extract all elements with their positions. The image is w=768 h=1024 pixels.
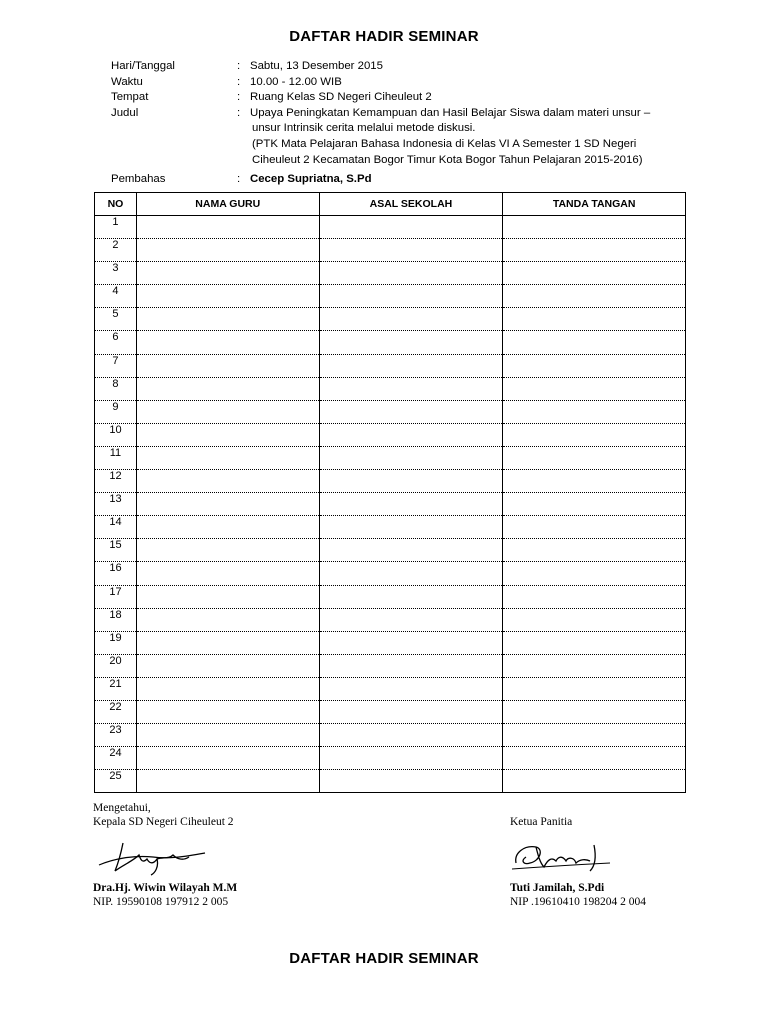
tanda-tangan-cell [503, 700, 686, 723]
headmaster-role: Kepala SD Negeri Ciheuleut 2 [93, 816, 234, 828]
table-row [95, 677, 686, 700]
asal-sekolah-cell [319, 377, 503, 400]
nama-guru-cell [136, 700, 319, 723]
asal-sekolah-cell [319, 539, 503, 562]
nama-guru-cell [136, 677, 319, 700]
nama-guru-cell [136, 470, 319, 493]
nama-guru-cell [136, 239, 319, 262]
tanda-tangan-cell [503, 262, 686, 285]
table-row [95, 631, 686, 654]
title-line-2: unsur Intrinsik cerita melalui metode diskusi. [252, 122, 476, 135]
asal-sekolah-cell [319, 216, 503, 239]
nama-guru-cell [136, 539, 319, 562]
table-row [95, 216, 686, 239]
tanda-tangan-cell [503, 308, 686, 331]
tanda-tangan-cell [503, 400, 686, 423]
tanda-tangan-cell [503, 585, 686, 608]
asal-sekolah-cell [319, 654, 503, 677]
table-row [95, 700, 686, 723]
tanda-tangan-cell [503, 724, 686, 747]
nama-guru-cell [136, 400, 319, 423]
signature-block-right [510, 815, 730, 909]
nama-guru-cell [136, 747, 319, 770]
headmaster-signature-icon [93, 835, 213, 877]
table-row [95, 654, 686, 677]
row-number: 11 [95, 446, 137, 469]
tanda-tangan-cell [503, 354, 686, 377]
table-row [95, 446, 686, 469]
nama-guru-cell [136, 308, 319, 331]
nama-guru-cell [136, 423, 319, 446]
nama-guru-cell [136, 631, 319, 654]
nama-guru-cell [136, 608, 319, 631]
tanda-tangan-cell [503, 493, 686, 516]
headmaster-name: Dra.Hj. Wiwin Wilayah M.M [93, 882, 238, 894]
nama-guru-cell [136, 285, 319, 308]
tanda-tangan-cell [503, 631, 686, 654]
tanda-tangan-cell [503, 239, 686, 262]
attendance-table [94, 192, 686, 793]
tanda-tangan-cell [503, 285, 686, 308]
nama-guru-cell [136, 262, 319, 285]
tanda-tangan-cell [503, 331, 686, 354]
table-row [95, 262, 686, 285]
tanda-tangan-cell [503, 377, 686, 400]
tanda-tangan-cell [503, 770, 686, 793]
table-row [95, 377, 686, 400]
info-row-place [111, 90, 691, 106]
nama-guru-cell [136, 377, 319, 400]
tanda-tangan-cell [503, 747, 686, 770]
tanda-tangan-cell [503, 216, 686, 239]
tanda-tangan-cell [503, 516, 686, 539]
info-row-date [111, 59, 691, 75]
speaker-value: Cecep Supriatna, S.Pd [250, 173, 372, 186]
nama-guru-cell [136, 354, 319, 377]
nama-guru-cell [136, 493, 319, 516]
row-number: 14 [95, 516, 137, 539]
date-value: Sabtu, 13 Desember 2015 [250, 60, 383, 72]
header-asal-sekolah: ASAL SEKOLAH [319, 193, 503, 216]
asal-sekolah-cell [319, 331, 503, 354]
header-no: NO [95, 193, 137, 216]
nama-guru-cell [136, 562, 319, 585]
colon: : [237, 91, 241, 104]
asal-sekolah-cell [319, 400, 503, 423]
asal-sekolah-cell [319, 700, 503, 723]
row-number: 21 [95, 677, 137, 700]
row-number: 7 [95, 354, 137, 377]
asal-sekolah-cell [319, 585, 503, 608]
table-row [95, 285, 686, 308]
place-value: Ruang Kelas SD Negeri Ciheuleut 2 [250, 91, 432, 104]
nama-guru-cell [136, 770, 319, 793]
asal-sekolah-cell [319, 608, 503, 631]
colon: : [237, 173, 241, 186]
row-number: 18 [95, 608, 137, 631]
speaker-label: Pembahas [111, 173, 166, 186]
nama-guru-cell [136, 446, 319, 469]
header-nama-guru: NAMA GURU [136, 193, 319, 216]
table-row [95, 516, 686, 539]
row-number: 19 [95, 631, 137, 654]
row-number: 3 [95, 262, 137, 285]
tanda-tangan-cell [503, 539, 686, 562]
colon: : [237, 106, 241, 119]
table-row [95, 747, 686, 770]
row-number: 9 [95, 400, 137, 423]
document-title-next-page: DAFTAR HADIR SEMINAR [289, 950, 479, 967]
asal-sekolah-cell [319, 631, 503, 654]
asal-sekolah-cell [319, 493, 503, 516]
asal-sekolah-cell [319, 354, 503, 377]
row-number: 23 [95, 724, 137, 747]
row-number: 6 [95, 331, 137, 354]
row-number: 5 [95, 308, 137, 331]
row-number: 10 [95, 423, 137, 446]
time-label: Waktu [111, 75, 143, 88]
asal-sekolah-cell [319, 770, 503, 793]
nama-guru-cell [136, 516, 319, 539]
table-row [95, 724, 686, 747]
committee-role: Ketua Panitia [510, 816, 573, 828]
committee-name: Tuti Jamilah, S.Pdi [510, 882, 605, 894]
asal-sekolah-cell [319, 239, 503, 262]
info-row-time [111, 75, 691, 91]
table-row [95, 493, 686, 516]
title-label: Judul [111, 106, 139, 119]
info-row-title [111, 106, 691, 168]
table-row [95, 470, 686, 493]
tanda-tangan-cell [503, 562, 686, 585]
table-row [95, 239, 686, 262]
place-label: Tempat [111, 91, 149, 104]
nama-guru-cell [136, 585, 319, 608]
row-number: 2 [95, 239, 137, 262]
row-number: 1 [95, 216, 137, 239]
table-row [95, 423, 686, 446]
row-number: 22 [95, 700, 137, 723]
nama-guru-cell [136, 654, 319, 677]
committee-signature-icon [510, 835, 620, 877]
asal-sekolah-cell [319, 470, 503, 493]
tanda-tangan-cell [503, 423, 686, 446]
row-number: 13 [95, 493, 137, 516]
committee-nip: NIP .19610410 198204 2 004 [510, 896, 646, 908]
time-value: 10.00 - 12.00 WIB [250, 75, 342, 88]
title-line-3: (PTK Mata Pelajaran Bahasa Indonesia di Kelas VI A Semester 1 SD Negeri [252, 137, 637, 150]
table-row [95, 331, 686, 354]
row-number: 15 [95, 539, 137, 562]
asal-sekolah-cell [319, 446, 503, 469]
row-number: 16 [95, 562, 137, 585]
headmaster-nip: NIP. 19590108 197912 2 005 [93, 896, 229, 908]
table-header-row [95, 193, 686, 216]
table-row [95, 770, 686, 793]
seminar-info [111, 59, 691, 188]
table-row [95, 539, 686, 562]
row-number: 20 [95, 654, 137, 677]
tanda-tangan-cell [503, 608, 686, 631]
table-row [95, 308, 686, 331]
info-row-speaker [111, 172, 691, 188]
row-number: 8 [95, 377, 137, 400]
asal-sekolah-cell [319, 677, 503, 700]
acknowledged-label: Mengetahui, [93, 802, 151, 814]
table-row [95, 608, 686, 631]
header-tanda-tangan: TANDA TANGAN [503, 193, 686, 216]
colon: : [237, 75, 241, 88]
asal-sekolah-cell [319, 516, 503, 539]
asal-sekolah-cell [319, 262, 503, 285]
nama-guru-cell [136, 331, 319, 354]
row-number: 17 [95, 585, 137, 608]
colon: : [237, 60, 241, 72]
asal-sekolah-cell [319, 562, 503, 585]
document-title: DAFTAR HADIR SEMINAR [289, 28, 479, 45]
asal-sekolah-cell [319, 724, 503, 747]
table-row [95, 585, 686, 608]
asal-sekolah-cell [319, 285, 503, 308]
table-row [95, 354, 686, 377]
date-label: Hari/Tanggal [111, 60, 175, 72]
asal-sekolah-cell [319, 308, 503, 331]
asal-sekolah-cell [319, 747, 503, 770]
nama-guru-cell [136, 216, 319, 239]
row-number: 12 [95, 470, 137, 493]
table-row [95, 400, 686, 423]
asal-sekolah-cell [319, 423, 503, 446]
nama-guru-cell [136, 724, 319, 747]
title-line-1: Upaya Peningkatan Kemampuan dan Hasil Belajar Siswa dalam materi unsur – [250, 106, 651, 119]
title-value [250, 106, 691, 168]
row-number: 24 [95, 747, 137, 770]
row-number: 25 [95, 770, 137, 793]
tanda-tangan-cell [503, 446, 686, 469]
signature-block-left [93, 801, 393, 909]
tanda-tangan-cell [503, 470, 686, 493]
tanda-tangan-cell [503, 677, 686, 700]
table-row [95, 562, 686, 585]
row-number: 4 [95, 285, 137, 308]
title-line-4: Ciheuleut 2 Kecamatan Bogor Timur Kota Bogor Tahun Pelajaran 2015-2016) [252, 153, 643, 166]
tanda-tangan-cell [503, 654, 686, 677]
